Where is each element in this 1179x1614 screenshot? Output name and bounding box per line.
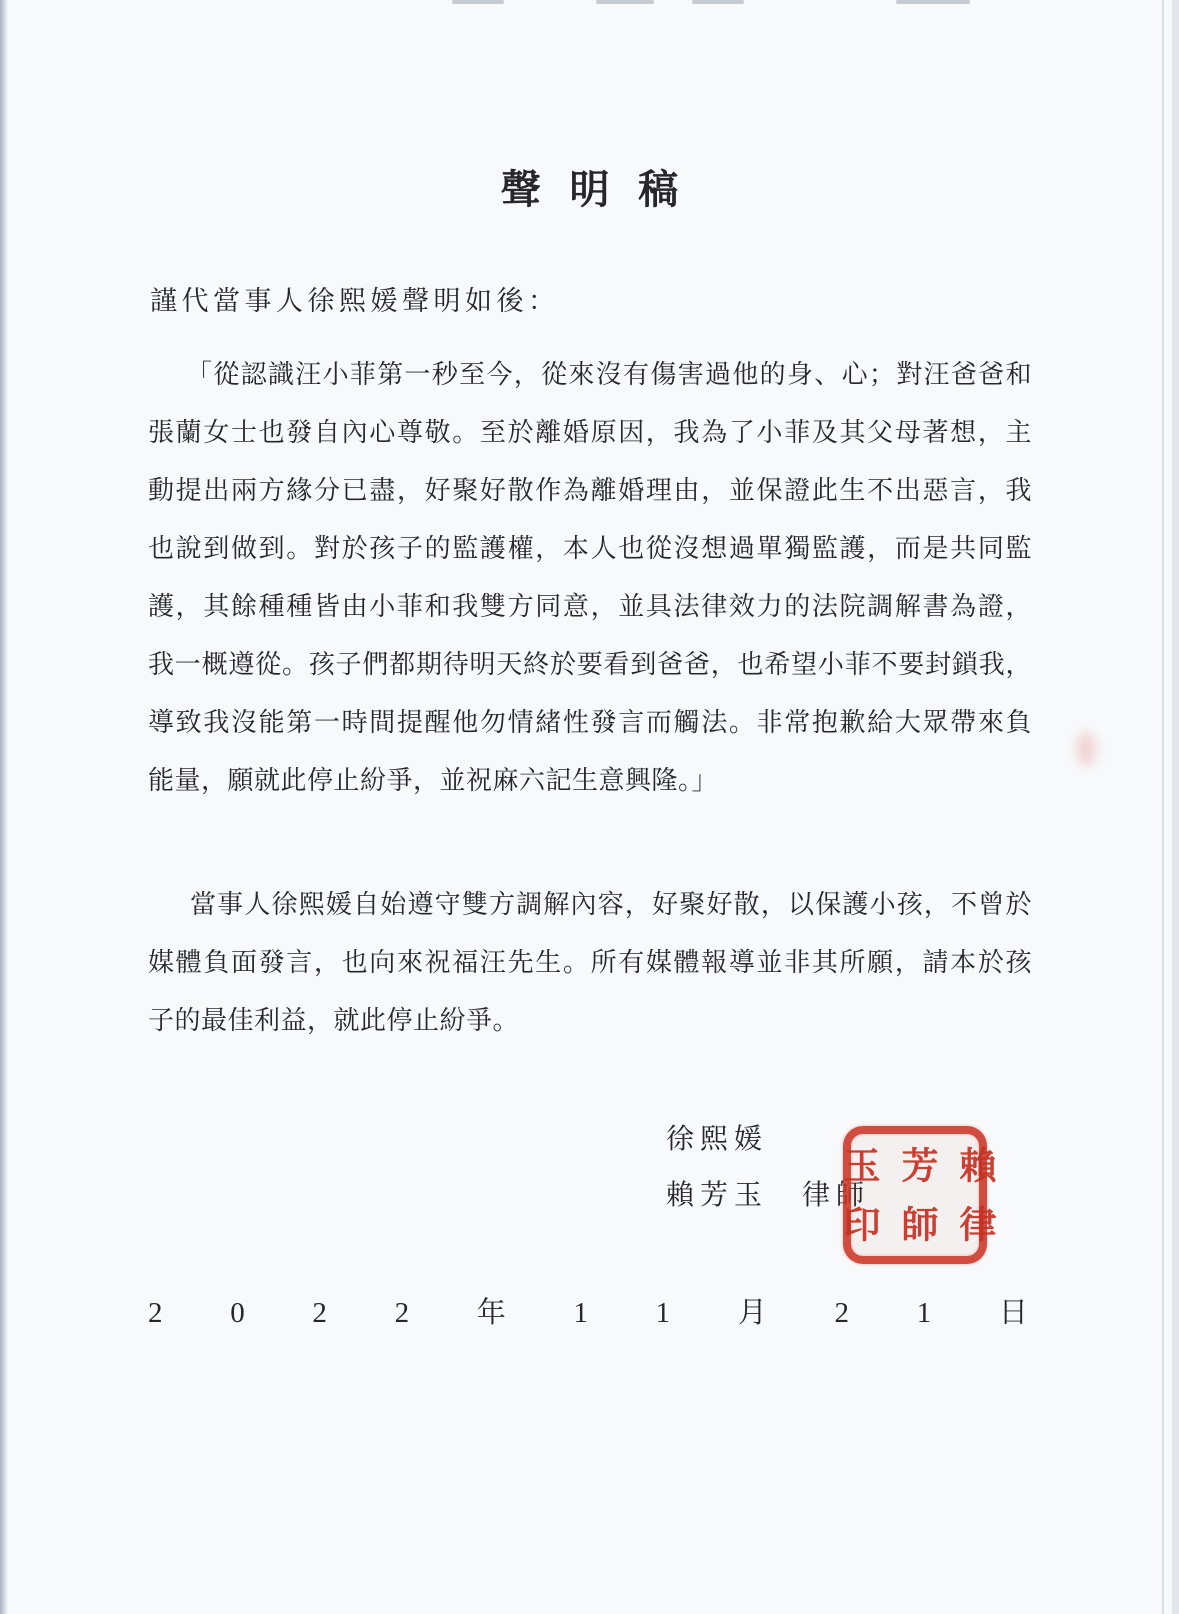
- date-part: 1: [916, 1297, 932, 1329]
- text-line: 子的最佳利益，就此停止紛爭。: [148, 1006, 520, 1035]
- date-part: 1: [573, 1297, 588, 1329]
- scan-right-edge-artifact: [1162, 0, 1164, 1614]
- lawyer-red-seal: [837, 1126, 994, 1264]
- text-line: 「從認識汪小菲第一秒至今，從來沒有傷害過他的身、心；對汪爸爸和: [186, 360, 1032, 389]
- date-part: 2: [394, 1297, 410, 1329]
- date-part: 1: [655, 1297, 671, 1329]
- date-part: 0: [230, 1297, 245, 1329]
- seal-text: [828, 1136, 1002, 1254]
- scan-pink-smudge-artifact: [1076, 732, 1096, 766]
- signature-lawyer-name: 賴芳玉 律師: [666, 1180, 871, 1211]
- text-line: 護，其餘種種皆由小菲和我雙方同意，並具法律效力的法院調解書為證，: [148, 592, 1032, 621]
- scan-top-smudge: [896, 0, 970, 4]
- seal-column-left: 律師印: [837, 1205, 994, 1244]
- opening-line: 謹代當事人徐熙媛聲明如後：: [150, 286, 560, 316]
- date-part: 日: [998, 1297, 1028, 1329]
- document-title: 聲明稿: [500, 167, 708, 212]
- scan-left-edge-artifact: [0, 0, 8, 1614]
- text-line: 動提出兩方緣分已盡，好聚好散作為離婚理由，並保證此生不出惡言，我: [148, 476, 1032, 505]
- date-part: 月: [737, 1297, 767, 1329]
- seal-column-right: 賴芳玉: [837, 1146, 994, 1185]
- quoted-statement-paragraph: [148, 346, 1032, 810]
- scan-top-smudge: [692, 0, 744, 4]
- date-part: 2: [312, 1297, 327, 1329]
- text-line: 當事人徐熙媛自始遵守雙方調解內容，好聚好散，以保護小孩，不曾於: [190, 890, 1032, 919]
- text-line: 張蘭女士也發自內心尊敬。至於離婚原因，我為了小菲及其父母著想，主: [148, 418, 1032, 447]
- text-line: 媒體負面發言，也向來祝福汪先生。所有媒體報導並非其所願，請本於孩: [148, 948, 1032, 977]
- date-line: [148, 1294, 1028, 1332]
- date-part: 2: [148, 1297, 163, 1329]
- signature-client-name: 徐熙媛: [666, 1124, 769, 1155]
- text-line: 我一概遵從。孩子們都期待明天終於要看到爸爸，也希望小菲不要封鎖我，: [148, 650, 1032, 679]
- text-line: 導致我沒能第一時間提醒他勿情緒性發言而觸法。非常抱歉給大眾帶來負: [148, 708, 1032, 737]
- date-part: 2: [834, 1297, 850, 1329]
- date-part: 年: [476, 1297, 506, 1329]
- scan-right-margin-artifact: [1172, 0, 1179, 1614]
- text-line: 能量，願就此停止紛爭，並祝麻六記生意興隆。」: [148, 766, 719, 795]
- scan-top-smudge: [452, 0, 504, 4]
- text-line: 也說到做到。對於孩子的監護權，本人也從沒想過單獨監護，而是共同監: [148, 534, 1032, 563]
- closing-paragraph: [148, 876, 1032, 1050]
- scan-top-smudge: [596, 0, 654, 4]
